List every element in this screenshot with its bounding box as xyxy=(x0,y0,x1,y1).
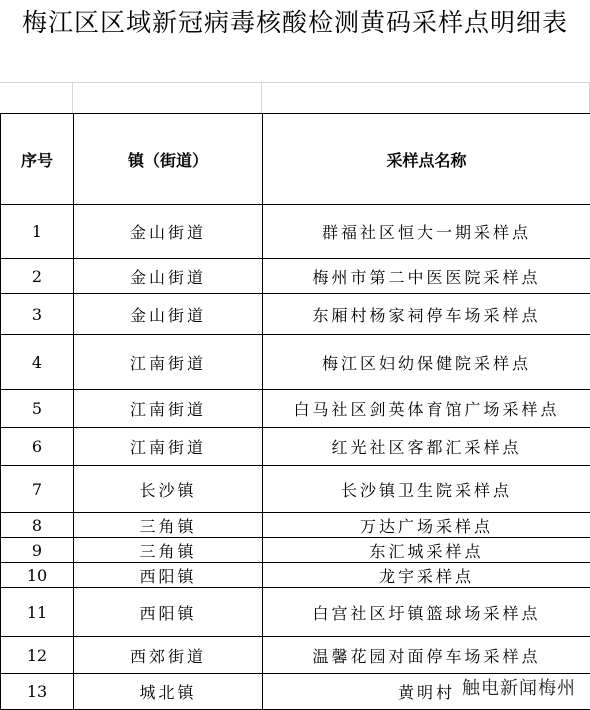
watermark-text: 触电新闻梅州 xyxy=(462,678,576,699)
cell-site: 梅江区妇幼保健院采样点 xyxy=(263,335,590,390)
cell-site: 温馨花园对面停车场采样点 xyxy=(263,637,590,674)
header-index: 序号 xyxy=(1,114,74,205)
cell-site: 白马社区剑英体育馆广场采样点 xyxy=(263,390,590,428)
table-row xyxy=(1,466,590,513)
cell-site: 梅州市第二中医医院采样点 xyxy=(263,259,590,294)
cell-town: 三角镇 xyxy=(74,513,263,538)
cell-site: 白宫社区圩镇篮球场采样点 xyxy=(263,588,590,637)
sampling-site-table xyxy=(0,113,590,710)
spacer-cell xyxy=(73,82,262,114)
table-row xyxy=(1,390,590,428)
table-header-row xyxy=(1,114,590,205)
cell-site: 红光社区客都汇采样点 xyxy=(263,428,590,466)
page-title: 梅江区区域新冠病毒核酸检测黄码采样点明细表 xyxy=(21,8,568,37)
cell-site: 东厢村杨家祠停车场采样点 xyxy=(263,294,590,335)
cell-index: 6 xyxy=(1,428,74,466)
table-row xyxy=(1,513,590,538)
cell-town: 长沙镇 xyxy=(74,466,263,513)
cell-town: 金山街道 xyxy=(74,294,263,335)
cell-site: 龙宇采样点 xyxy=(263,563,590,588)
cell-town: 西郊街道 xyxy=(74,637,263,674)
cell-index: 1 xyxy=(1,205,74,259)
cell-town: 金山街道 xyxy=(74,205,263,259)
cell-town: 江南街道 xyxy=(74,390,263,428)
cell-town: 江南街道 xyxy=(74,428,263,466)
cell-site: 黄明村 xyxy=(263,674,590,710)
table-row xyxy=(1,335,590,390)
table-row xyxy=(1,294,590,335)
cell-town: 金山街道 xyxy=(74,259,263,294)
empty-spacer-row xyxy=(0,82,590,113)
cell-index: 5 xyxy=(1,390,74,428)
cell-index: 10 xyxy=(1,563,74,588)
cell-index: 4 xyxy=(1,335,74,390)
table-row xyxy=(1,428,590,466)
spacer-cell xyxy=(0,82,73,114)
cell-index: 11 xyxy=(1,588,74,637)
table-row xyxy=(1,205,590,259)
spacer-cell xyxy=(262,82,590,114)
cell-site: 万达广场采样点 xyxy=(263,513,590,538)
table-row xyxy=(1,588,590,637)
cell-site: 长沙镇卫生院采样点 xyxy=(263,466,590,513)
cell-town: 西阳镇 xyxy=(74,588,263,637)
table-row xyxy=(1,637,590,674)
header-site: 采样点名称 xyxy=(263,114,590,205)
cell-index: 8 xyxy=(1,513,74,538)
cell-town: 江南街道 xyxy=(74,335,263,390)
cell-site: 东汇城采样点 xyxy=(263,538,590,563)
cell-index: 12 xyxy=(1,637,74,674)
table-row xyxy=(1,563,590,588)
cell-town: 西阳镇 xyxy=(74,563,263,588)
table-row xyxy=(1,259,590,294)
cell-site: 群福社区恒大一期采样点 xyxy=(263,205,590,259)
table-row xyxy=(1,538,590,563)
cell-town: 城北镇 xyxy=(74,674,263,710)
header-town: 镇（街道） xyxy=(74,114,263,205)
cell-index: 7 xyxy=(1,466,74,513)
cell-index: 3 xyxy=(1,294,74,335)
cell-index: 9 xyxy=(1,538,74,563)
cell-town: 三角镇 xyxy=(74,538,263,563)
cell-index: 2 xyxy=(1,259,74,294)
cell-index: 13 xyxy=(1,674,74,710)
